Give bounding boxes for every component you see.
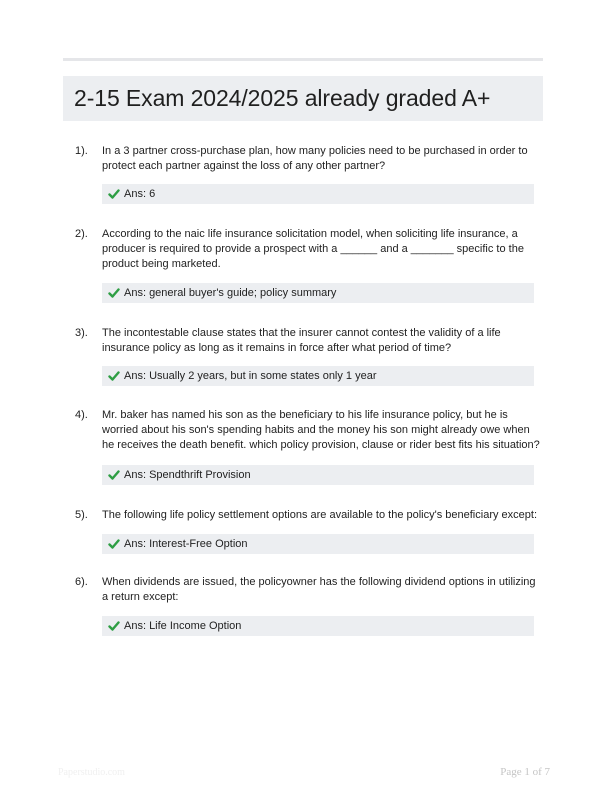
answer-text: Ans: 6 — [124, 188, 156, 200]
title-banner — [63, 76, 543, 121]
question-number: 4). — [75, 409, 88, 421]
question-text: When dividends are issued, the policyowner has the following dividend options in utilizing a return except: — [102, 576, 536, 603]
answer-box — [102, 534, 534, 554]
question-text: In a 3 partner cross-purchase plan, how many policies need to be purchased in order to protect each partner against the loss of any other partner? — [102, 145, 528, 172]
answer-box — [102, 283, 534, 303]
answer-box — [102, 616, 534, 636]
check-icon — [108, 538, 120, 550]
page-number: Page 1 of 7 — [500, 766, 550, 778]
question-text: Mr. baker has named his son as the beneficiary to his life insurance policy, but he is worried about his son's spending habits and the money his son might already owe when he receives the death benefit. which policy provision, clause or rider best fits his situation? — [102, 409, 540, 451]
answer-box — [102, 366, 534, 386]
question-text: The incontestable clause states that the insurer cannot contest the validity of a life insurance policy as long as it remains in force after what period of time? — [102, 327, 501, 354]
check-icon — [108, 620, 120, 632]
question-number: 3). — [75, 327, 88, 339]
answer-text: Ans: Spendthrift Provision — [124, 469, 251, 481]
page-title: 2-15 Exam 2024/2025 already graded A+ — [74, 85, 491, 111]
top-divider — [63, 58, 543, 61]
check-icon — [108, 287, 120, 299]
footer-watermark: Paperstudio.com — [58, 767, 125, 778]
question-number: 1). — [75, 145, 88, 157]
question-text: According to the naic life insurance solicitation model, when soliciting life insurance, a producer is required to provide a prospect with a ______ and a _______ specific to the product being marketed. — [102, 228, 524, 270]
question-number: 5). — [75, 509, 88, 521]
answer-text: Ans: Usually 2 years, but in some states only 1 year — [124, 370, 377, 382]
answer-box — [102, 465, 534, 485]
question-number: 6). — [75, 576, 88, 588]
answer-text: Ans: Life Income Option — [124, 620, 242, 632]
check-icon — [108, 188, 120, 200]
answer-text: Ans: general buyer's guide; policy summary — [124, 287, 337, 299]
answer-text: Ans: Interest-Free Option — [124, 538, 248, 550]
question-number: 2). — [75, 228, 88, 240]
answer-box — [102, 184, 534, 204]
check-icon — [108, 469, 120, 481]
question-text: The following life policy settlement options are available to the policy's beneficiary except: — [102, 509, 537, 521]
check-icon — [108, 370, 120, 382]
